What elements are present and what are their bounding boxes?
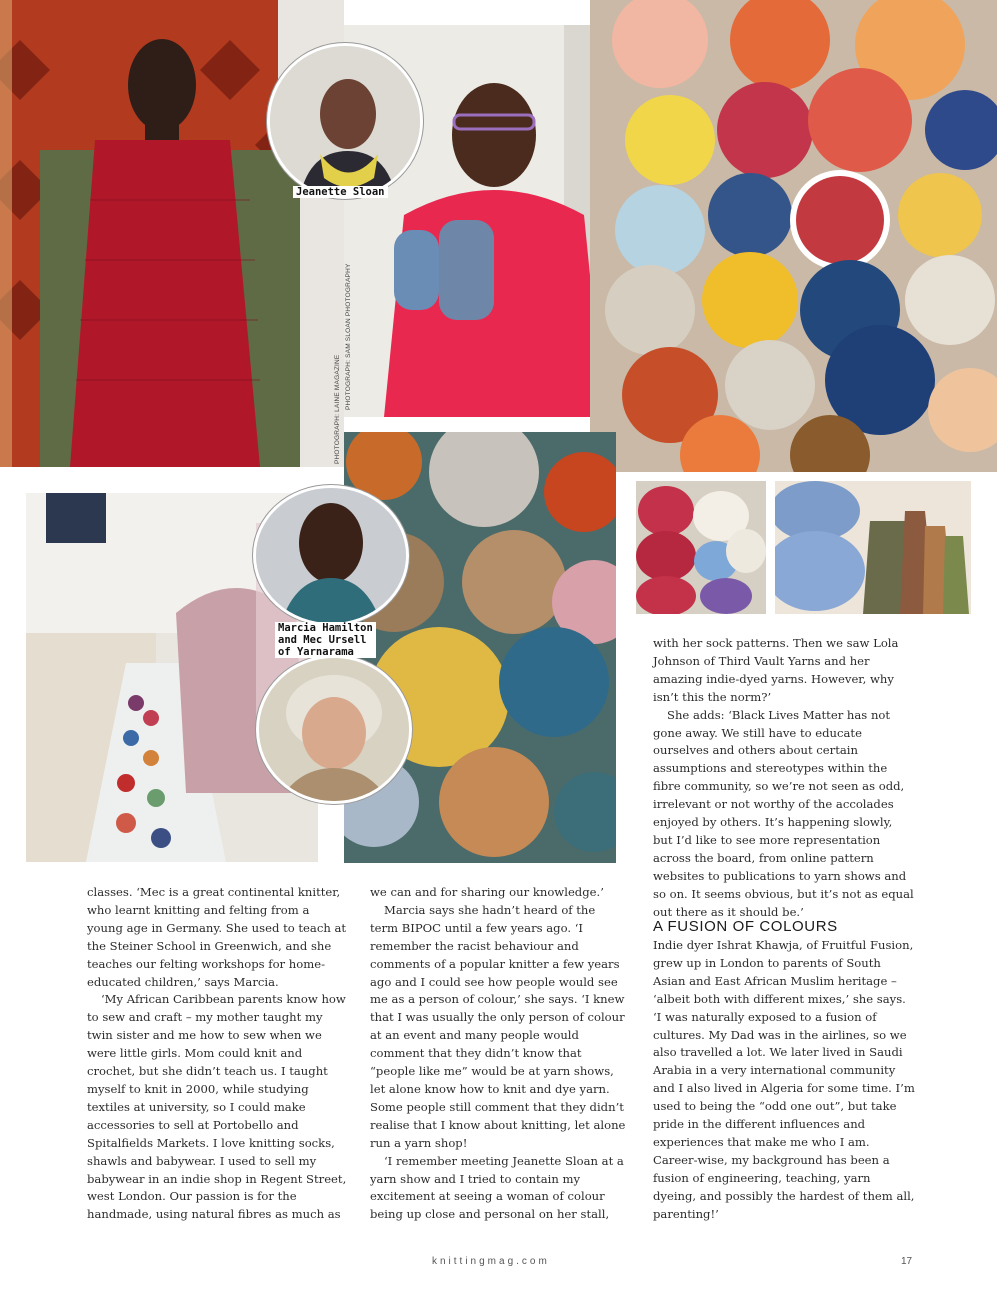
paragraph: Indie dyer Ishrat Khawja, of Fruitful Fusion, grew up in London to parents of South Asian and East African Muslim heritage – ‘albeit both with different mixes,’ she says. ‘I was naturally exposed to a fusion of cultures. My Dad was in the airlines, so we also travelled a lot. We later lived in Saudi Arabia in a very international community and I also lived in Algeria for some time. I’m used to being the “odd one out”, but take pride in the different influences and experiences that make me who I am. Career-wise, my background has been a fusion of engineering, teaching, yarn dyeing, and possibly the hardest of them all, parenting!’ — [653, 938, 915, 1221]
paragraph: ‘I remember meeting Jeanette Sloan at a yarn show and I tried to contain my excitement at seeing a woman of colour being up close and personal on her stall, — [370, 1153, 624, 1222]
caption-marcia-line3: of Yarnarama — [278, 646, 354, 658]
paragraph: She adds: ‘Black Lives Matter has not gone away. We still have to educate ourselves and others about certain assumptions and stereotypes within the fibre community, so we’re not seen as odd, irrelevant or not worthy of the accolades enjoyed by others. It’s happening slowly, but I’d like to see more representation across the board, from online pattern websites to publications to yarn shows and so on. It seems obvious, but it’s not as equal out there as it should be.’ — [653, 707, 914, 919]
paragraph: Marcia says she hadn’t heard of the term BIPOC until a few years ago. ‘I remember the racist behaviour and comments of a popular knitter a few years ago and I could see how people would see me as a person of colour,’ she says. ‘I knew that I was usually the only person of colour at an event and many people would comment that they didn’t know that “people like me” would be at yarn shows, let alone know how to knit and dye yarn. Some people still comment that they didn’t realise that I know about knitting, let alone run a yarn shop! — [370, 902, 626, 1150]
section-heading: A FUSION OF COLOURS — [653, 918, 838, 935]
portrait-jeanette-sloan — [267, 43, 423, 199]
text-column-2 — [370, 884, 626, 1224]
caption-marcia-line1: Marcia Hamilton — [278, 622, 373, 634]
caption-marcia-mec — [275, 622, 376, 658]
paragraph: ‘My African Caribbean parents know how to sew and craft – my mother taught my twin sister and me how to sew when we were little girls. Mom could knit and crochet, but she didn’t teach us. I taught myself to knit in 2000, while studying textiles at university, so I could make accessories to sell at Portobello and Spitalfields Markets. I love knitting socks, shawls and babywear. I used to sell my babywear in an indie shop in Regent Street, west London. Our passion is for the handmade, using natural fibres as much as — [87, 992, 347, 1222]
credit-sam-sloan: PHOTOGRAPH: SAM SLOAN PHOTOGRAPHY — [345, 263, 352, 410]
caption-jeanette-sloan: Jeanette Sloan — [293, 186, 388, 198]
paragraph: classes. ‘Mec is a great continental knitter, who learnt knitting and felting from a young age in Germany. She used to teach at the Steiner School in Greenwich, and she teaches our felting workshops for home-educated children,’ says Marcia. — [87, 885, 347, 989]
paragraph: we can and for sharing our knowledge.’ — [370, 885, 604, 899]
text-column-3-top — [653, 635, 915, 922]
credit-laine: PHOTOGRAPH: LAINE MAGAZINE — [334, 354, 341, 464]
page-number: 17 — [901, 1256, 913, 1267]
paragraph: with her sock patterns. Then we saw Lola Johnson of Third Vault Yarns and her amazing indie-dyed yarns. However, why isn’t this the norm?’ — [653, 636, 899, 704]
portrait-mec-ursell — [256, 655, 412, 804]
text-column-1 — [87, 884, 347, 1224]
photo-buttons — [590, 0, 997, 472]
portrait-marcia-hamilton — [253, 485, 409, 626]
photo-yarn-blue-cones — [775, 481, 971, 614]
photo-dorset-buttons — [344, 432, 616, 863]
photo-yarn-red-white — [636, 481, 766, 614]
text-column-3-bottom — [653, 917, 915, 1224]
caption-marcia-line2: and Mec Ursell — [278, 634, 367, 646]
footer-website: knittingmag.com — [432, 1256, 550, 1267]
